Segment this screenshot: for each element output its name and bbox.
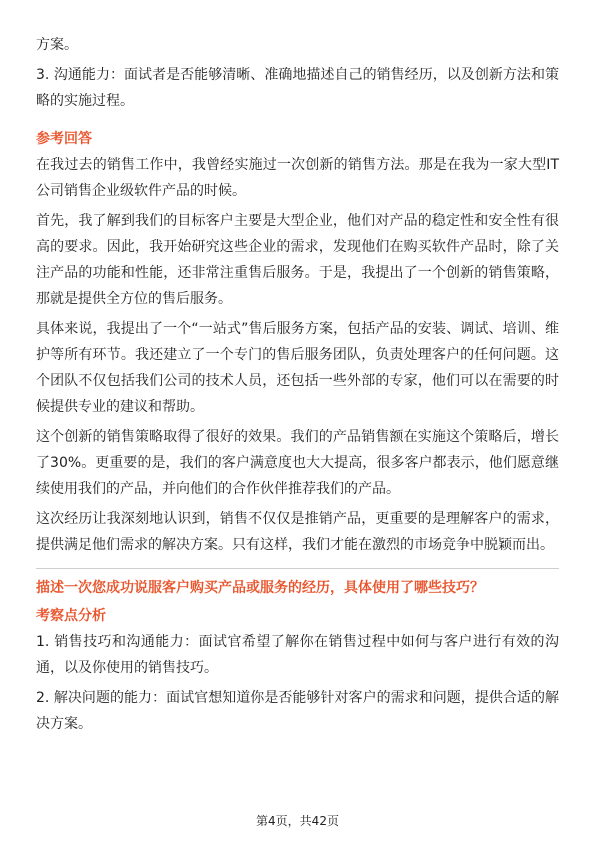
criterion-communication: 3. 沟通能力：面试者是否能够清晰、准确地描述自己的销售经历，以及创新方法和策略的实施过程。	[36, 67, 559, 109]
question-heading: 描述一次您成功说服客户购买产品或服务的经历，具体使用了哪些技巧？	[36, 580, 484, 596]
analysis-item: 1. 销售技巧和沟通能力：面试官希望了解你在销售过程中如何与客户进行有效的沟通，以及你使用的销售技巧。	[36, 634, 559, 676]
answer-paragraph: 在我过去的销售工作中，我曾经实施过一次创新的销售方法。那是在我为一家大型IT公司销售企业级软件产品的时候。	[36, 157, 559, 199]
answer-paragraph: 这次经历让我深刻地认识到，销售不仅仅是推销产品，更重要的是理解客户的需求，提供满足他们需求的解决方案。只有这样，我们才能在激烈的市场竞争中脱颖而出。	[36, 511, 559, 553]
page-number-footer: 第4页，共42页	[256, 814, 339, 828]
paragraph-continued: 方案。	[36, 37, 78, 53]
analysis-heading: 考察点分析	[36, 608, 106, 624]
answer-paragraph: 这个创新的销售策略取得了很好的效果。我们的产品销售额在实施这个策略后，增长了30%。更重要的是，我们的客户满意度也大大提高，很多客户都表示，他们愿意继续使用我们的产品，并向他们的合作伙伴推荐我们的产品。	[36, 429, 559, 497]
document-page	[36, 0, 559, 737]
answer-paragraph: 首先，我了解到我们的目标客户主要是大型企业，他们对产品的稳定性和安全性有很高的要求。因此，我开始研究这些企业的需求，发现他们在购买软件产品时，除了关注产品的功能和性能，还非常注重售后服务。于是，我提出了一个创新的销售策略，那就是提供全方位的售后服务。	[36, 213, 559, 307]
analysis-item: 2. 解决问题的能力：面试官想知道你是否能够针对客户的需求和问题，提供合适的解决方案。	[36, 690, 559, 732]
reference-answer-heading: 参考回答	[36, 131, 92, 147]
answer-paragraph: 具体来说，我提出了一个“一站式”售后服务方案，包括产品的安装、调试、培训、维护等所有环节。我还建立了一个专门的售后服务团队，负责处理客户的任何问题。这个团队不仅包括我们公司的技术人员，还包括一些外部的专家，他们可以在需要的时候提供专业的建议和帮助。	[36, 321, 559, 415]
